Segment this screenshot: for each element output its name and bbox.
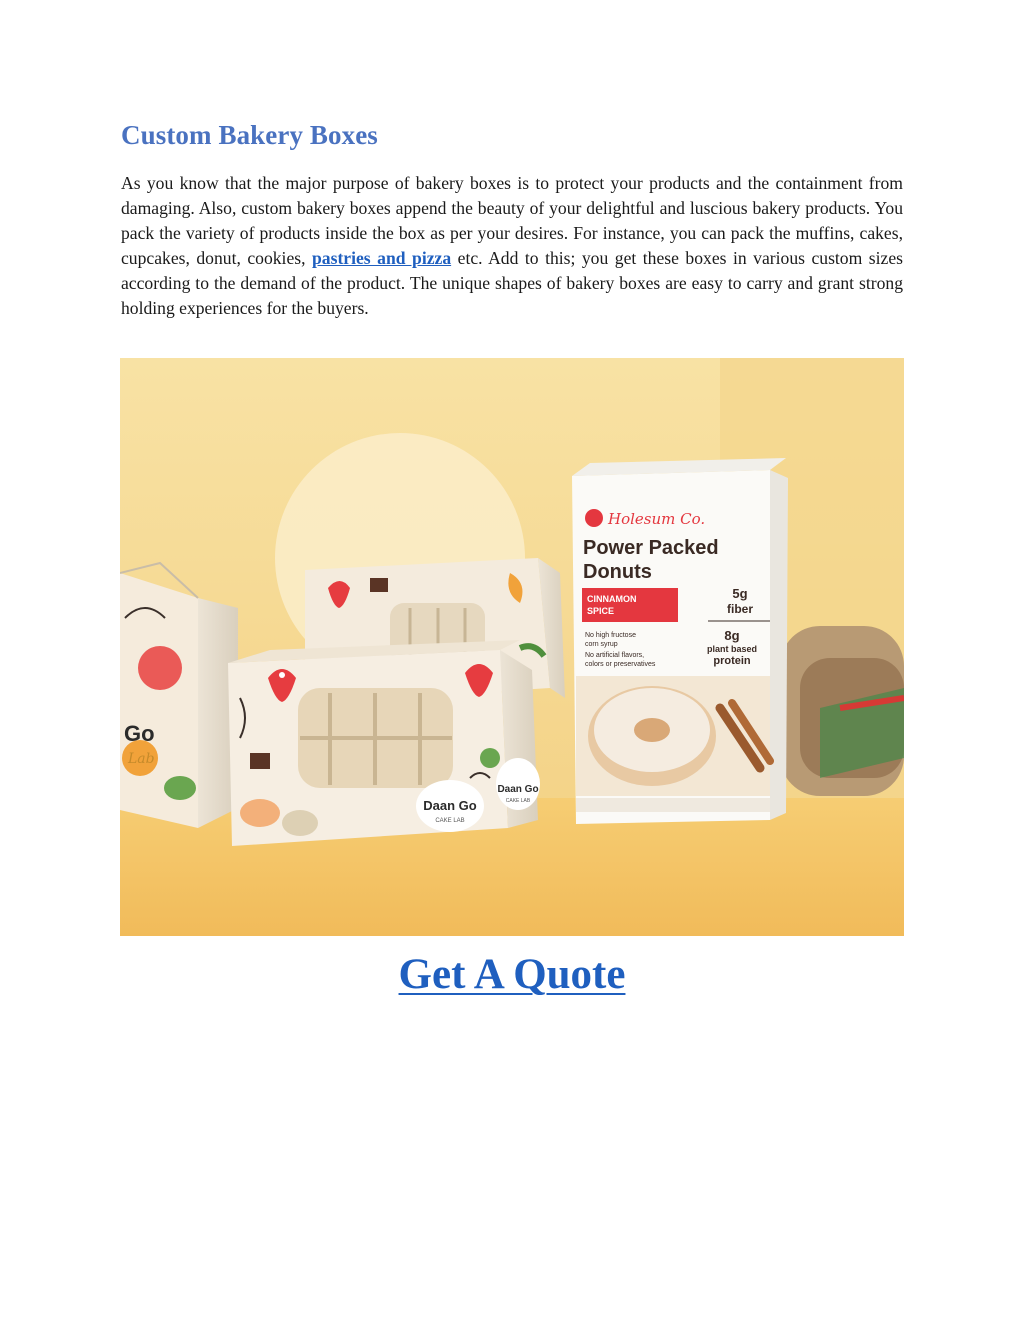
partial-brand-sub: Lab bbox=[128, 751, 155, 767]
claim-1-line-2: corn syrup bbox=[585, 641, 618, 648]
bakery-boxes-photo bbox=[120, 358, 904, 936]
claim-2-line-1: No artificial flavors, bbox=[585, 652, 645, 659]
get-a-quote-link[interactable]: Get A Quote bbox=[398, 951, 626, 998]
donut-box-flavor-1: CINNAMON bbox=[587, 594, 637, 604]
protein-value: 8g bbox=[724, 628, 740, 643]
front-box-brand: Daan Go bbox=[423, 798, 477, 813]
side-box-brand-sub: CAKE LAB bbox=[505, 798, 531, 804]
donut-box-title-1: Power Packed bbox=[583, 537, 719, 559]
donut-box bbox=[572, 458, 788, 824]
partial-brand-text: Go bbox=[124, 721, 155, 746]
donut-box-logo: Holesum Co. bbox=[608, 510, 706, 528]
paragraph-text-start: As you know that the major purpose of bakery boxes is to protect your products and the containment from damaging. Also, custom bakery boxes append the beauty of your delightful and luscious bakery products. You pack the variety of products inside the box as per your desires. For instance, you can pack the muffins, cakes, cupcakes, donut, cookies, bbox=[121, 173, 903, 268]
claim-2-line-2: colors or preservatives bbox=[585, 661, 656, 668]
claim-1-line-1: No high fructose bbox=[585, 632, 636, 639]
protein-label-2: protein bbox=[713, 655, 751, 667]
fiber-value: 5g bbox=[732, 586, 748, 601]
side-box-brand: Daan Go bbox=[497, 784, 539, 795]
page-title: Custom Bakery Boxes bbox=[121, 120, 378, 150]
bread-loaf bbox=[780, 626, 904, 796]
donut-box-flavor-2: SPICE bbox=[587, 606, 615, 616]
body-paragraph bbox=[121, 171, 903, 321]
donut-box-title-2: Donuts bbox=[583, 561, 652, 583]
front-box-brand-sub: CAKE LAB bbox=[435, 818, 465, 824]
protein-label-1: plant based bbox=[706, 644, 758, 654]
cake-box-front bbox=[228, 640, 540, 846]
cta-container bbox=[0, 950, 1024, 999]
pastries-and-pizza-link[interactable]: pastries and pizza bbox=[312, 248, 452, 268]
fiber-label: fiber bbox=[726, 602, 754, 616]
paragraph-text-end: etc. Add to this; you get these boxes in various custom sizes according to the demand of the product. The unique shapes of bakery boxes are easy to carry and grant strong holding experiences for the buyers. bbox=[121, 248, 903, 318]
